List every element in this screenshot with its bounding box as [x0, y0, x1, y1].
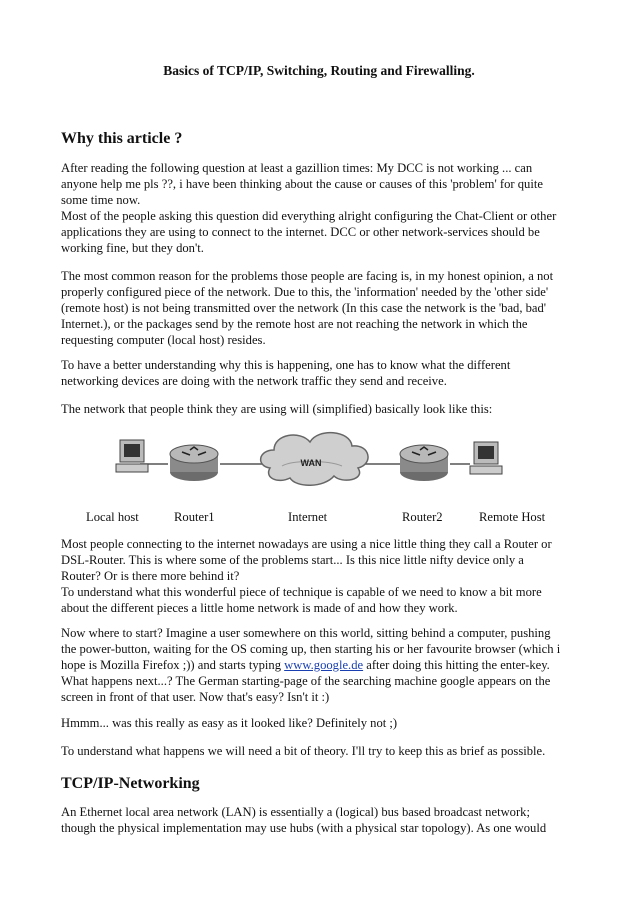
text-line: screen in front of that user. Now that's easy? Isn't it :) — [61, 690, 330, 704]
text-line: The most common reason for the problems those people are facing is, in my honest opinion, a not — [61, 269, 554, 283]
paragraph-ethernet — [61, 804, 581, 836]
text-line: To understand what happens we will need a bit of theory. I'll try to keep this as brief as possible. — [61, 744, 546, 758]
text-line: DSL-Router. This is where some of the problems start... Is this nice little nifty device only a — [61, 553, 524, 567]
text-line: After reading the following question at least a gazillion times: My DCC is not working ... can — [61, 161, 533, 175]
label-internet: Internet — [288, 510, 328, 524]
paragraph-intro — [61, 160, 581, 256]
network-diagram — [60, 420, 580, 530]
text-line: the power-button, waiting for the OS coming up, then starting his or her favourite browser (which i — [61, 642, 561, 656]
text-line: though the physical implementation may use hubs (with a physical star topology). As one would — [61, 821, 547, 835]
text-line: applications they are using to connect to the internet. DCC or other network-services should be — [61, 225, 540, 239]
router2-icon — [400, 445, 448, 481]
text-fragment: after doing this hitting the enter-key. — [363, 658, 550, 672]
text-line: about the different pieces a little home network is made of and how they work. — [61, 601, 458, 615]
label-router1: Router1 — [174, 510, 215, 524]
text-line: Most of the people asking this question did everything alright configuring the Chat-Client or other — [61, 209, 557, 223]
text-line: networking devices are doing with the network traffic they send and receive. — [61, 374, 447, 388]
text-fragment: hope is Mozilla Firefox ;)) and starts typing — [61, 658, 285, 672]
text-line: Now where to start? Imagine a user somewhere on this world, sitting behind a computer, pushing — [61, 626, 551, 640]
text-line: some time now. — [61, 193, 141, 207]
paragraph-theory — [61, 743, 581, 759]
label-local-host: Local host — [86, 510, 139, 524]
text-line: An Ethernet local area network (LAN) is essentially a (logical) bus based broadcast network; — [61, 805, 530, 819]
text-line: To understand what this wonderful piece of technique is capable of we need to know a bit more — [61, 585, 542, 599]
text-line — [61, 657, 581, 673]
remote-host-computer-icon — [470, 442, 502, 474]
paragraph-network-intro — [61, 401, 581, 417]
text-line: The network that people think they are using will (simplified) basically look like this: — [61, 402, 493, 416]
wan-label: WAN — [300, 458, 322, 468]
text-line: Router? Or is there more behind it? — [61, 569, 240, 583]
paragraph-hmmm — [61, 715, 581, 731]
heading-tcp-ip-networking: TCP/IP-Networking — [61, 775, 200, 792]
text-line: Internet.), or the packages send by the remote host are not reaching the network in which the — [61, 317, 528, 331]
paragraph-common-reason — [61, 268, 581, 348]
local-host-computer-icon — [116, 440, 148, 472]
heading-why-this-article: Why this article ? — [61, 130, 183, 147]
text-line: working fine, but they don't. — [61, 241, 204, 255]
text-line: requesting computer (local host) resides. — [61, 333, 266, 347]
text-line: anyone help me pls ??, i have been thinking about the cause or causes of this 'problem' for quite — [61, 177, 543, 191]
document-title: Basics of TCP/IP, Switching, Routing and Firewalling. — [163, 63, 475, 78]
router1-icon — [170, 445, 218, 481]
network-diagram-graphic — [60, 420, 580, 500]
text-line: Most people connecting to the internet nowadays are using a nice little thing they call a Router or — [61, 537, 552, 551]
paragraph-where-to-start — [61, 625, 581, 705]
text-line: To have a better understanding why this is happening, one has to know what the different — [61, 358, 511, 372]
label-router2: Router2 — [402, 510, 443, 524]
google-link[interactable]: www.google.de — [284, 658, 364, 672]
text-line: Hmmm... was this really as easy as it looked like? Definitely not ;) — [61, 716, 398, 730]
text-line: What happens next...? The German starting-page of the searching machine google appears on the — [61, 674, 551, 688]
text-line: properly configured piece of the network. Due to this, the 'information' needed by the 'other side' — [61, 285, 549, 299]
label-remote-host: Remote Host — [479, 510, 546, 524]
paragraph-routers — [61, 536, 581, 616]
paragraph-better-understanding — [61, 357, 581, 389]
text-line: (remote host) is not being transmitted over the network (In this case the network is the 'bad, bad' — [61, 301, 547, 315]
